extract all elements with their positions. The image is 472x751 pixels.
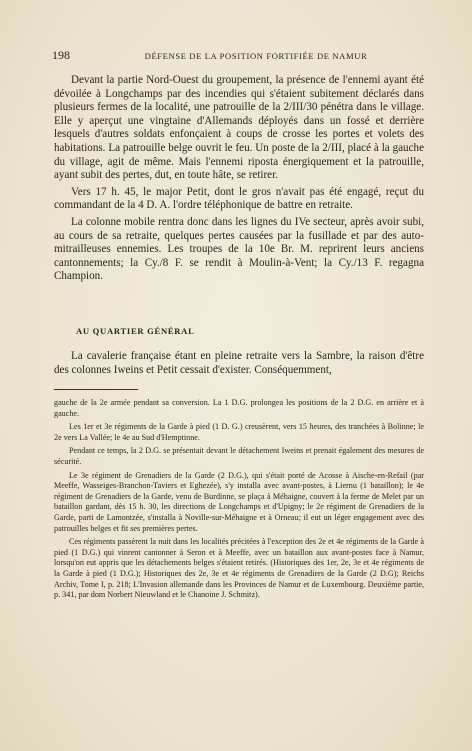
footnotes bbox=[54, 398, 424, 604]
footnote: gauche de la 2e armée pendant sa conversion. La 1 D.G. prolongea les positions de la 2 D.G. en arrière et à gauche. bbox=[54, 398, 424, 418]
paragraph: La colonne mobile rentra donc dans les lignes du IVe secteur, après avoir subi, au cours de sa retraite, quelques pertes causées par la fusillade et par des auto-mitrailleuses ennemies. Les troupes de la 10e Br. M. reprirent leurs anciens cantonnements; la Cy./8 F. se rendit à Moulin-à-Vent; la Cy./13 F. regagna Champion. bbox=[54, 215, 424, 283]
footnote: Les 1er et 3e régiments de la Garde à pied (1 D. G.) creusèrent, vers 15 heures, des tranchées à Bolinne; le 2e vers La Vallée; le 4e au Sud d'Hemptinne. bbox=[54, 422, 424, 442]
running-title: DÉFENSE DE LA POSITION FORTIFIÉE DE NAMUR bbox=[144, 51, 368, 61]
footnote: Pendant ce temps, la 2 D.G. se présentait devant le détachement Iweins et prenait également des mesures de sécurité. bbox=[54, 446, 424, 466]
footnote: Ces régiments passèrent la nuit dans les localités précitées à l'exception des 2e et 4e régiments de la Garde à pied (1 D.G.) qui vinrent cantonner à Seron et à Meeffe, avec un bataillon aux avant-postes face à Namur, lorsqu'on eut appris que les détachements belges s'étaient retirés. (Historiques des 1er, 2e, 3e et 4e régiments de la Garde à pied (1 D.G.); Historiques des 2e, 3e et 4e régiments de Grenadiers de la Garde (2 D.G); Reichs Archiv, Tome I, p. 218; L'Invasion allemande dans les Provinces de Namur et de Luxembourg. Deuxième partie, p. 341, par dom Norbert Nieuwland et le Chanoine J. Schmitz). bbox=[54, 537, 424, 600]
paragraph: Devant la partie Nord-Ouest du groupement, la présence de l'ennemi ayant été dévoilée à Longchamps par des incendies qui s'étaient subitement déclarés dans plusieurs fermes de la localité, une patrouille de la 2/III/30 pénétra dans le village. Elle y aperçut une vingtaine d'Allemands déployés dans un fossé et derrière lesquels d'autres soldats enfonçaient à coups de crosse les portes et volets des habitations. La patrouille belge ouvrit le feu. Un poste de la 2/III, placé à la gauche du village, agit de même. Mais l'ennemi riposta énergiquement et la patrouille, ayant subit des pertes, dut, en toute hâte, se retirer. bbox=[54, 74, 424, 182]
page-number: 198 bbox=[52, 48, 70, 62]
paragraph: Vers 17 h. 45, le major Petit, dont le gros n'avait pas été engagé, reçut du commandant de la 4 D. A. l'ordre téléphonique de battre en retraite. bbox=[54, 185, 424, 212]
footnote-divider bbox=[54, 389, 138, 390]
section-text bbox=[54, 350, 424, 377]
main-text bbox=[54, 74, 424, 287]
footnote: Le 3e régiment de Grenadiers de la Garde (2 D.G.), qui s'était porté de Acosse à Aische-en-Refail (par Meeffe, Wasseiges-Branchon-Taviers et Eghezée), s'y installa avec avant-postes, à Liernu (1 bataillon); le 4e régiment de Grenadiers de la Garde, venu de Burdinne, se plaça à Méhaigne, couvert à la ferme de Melet par un bataillon gardant, dès 15 h. 30, les directions de Longchamps et d'Upigny; le 2e régiment de Grenadiers de la Garde, parti de Lamontzée, s'installa à Noville-sur-Méhaigne et à Orneau; il eut un léger engagement avec des patrouilles belges et fit ses premières pertes. bbox=[54, 470, 424, 533]
page-header bbox=[52, 48, 424, 64]
section-title: AU QUARTIER GÉNÉRAL bbox=[76, 326, 195, 336]
paragraph: La cavalerie française étant en pleine retraite vers la Sambre, la raison d'être des colonnes Iweins et Petit cessait d'exister. Conséquemment, bbox=[54, 350, 424, 376]
